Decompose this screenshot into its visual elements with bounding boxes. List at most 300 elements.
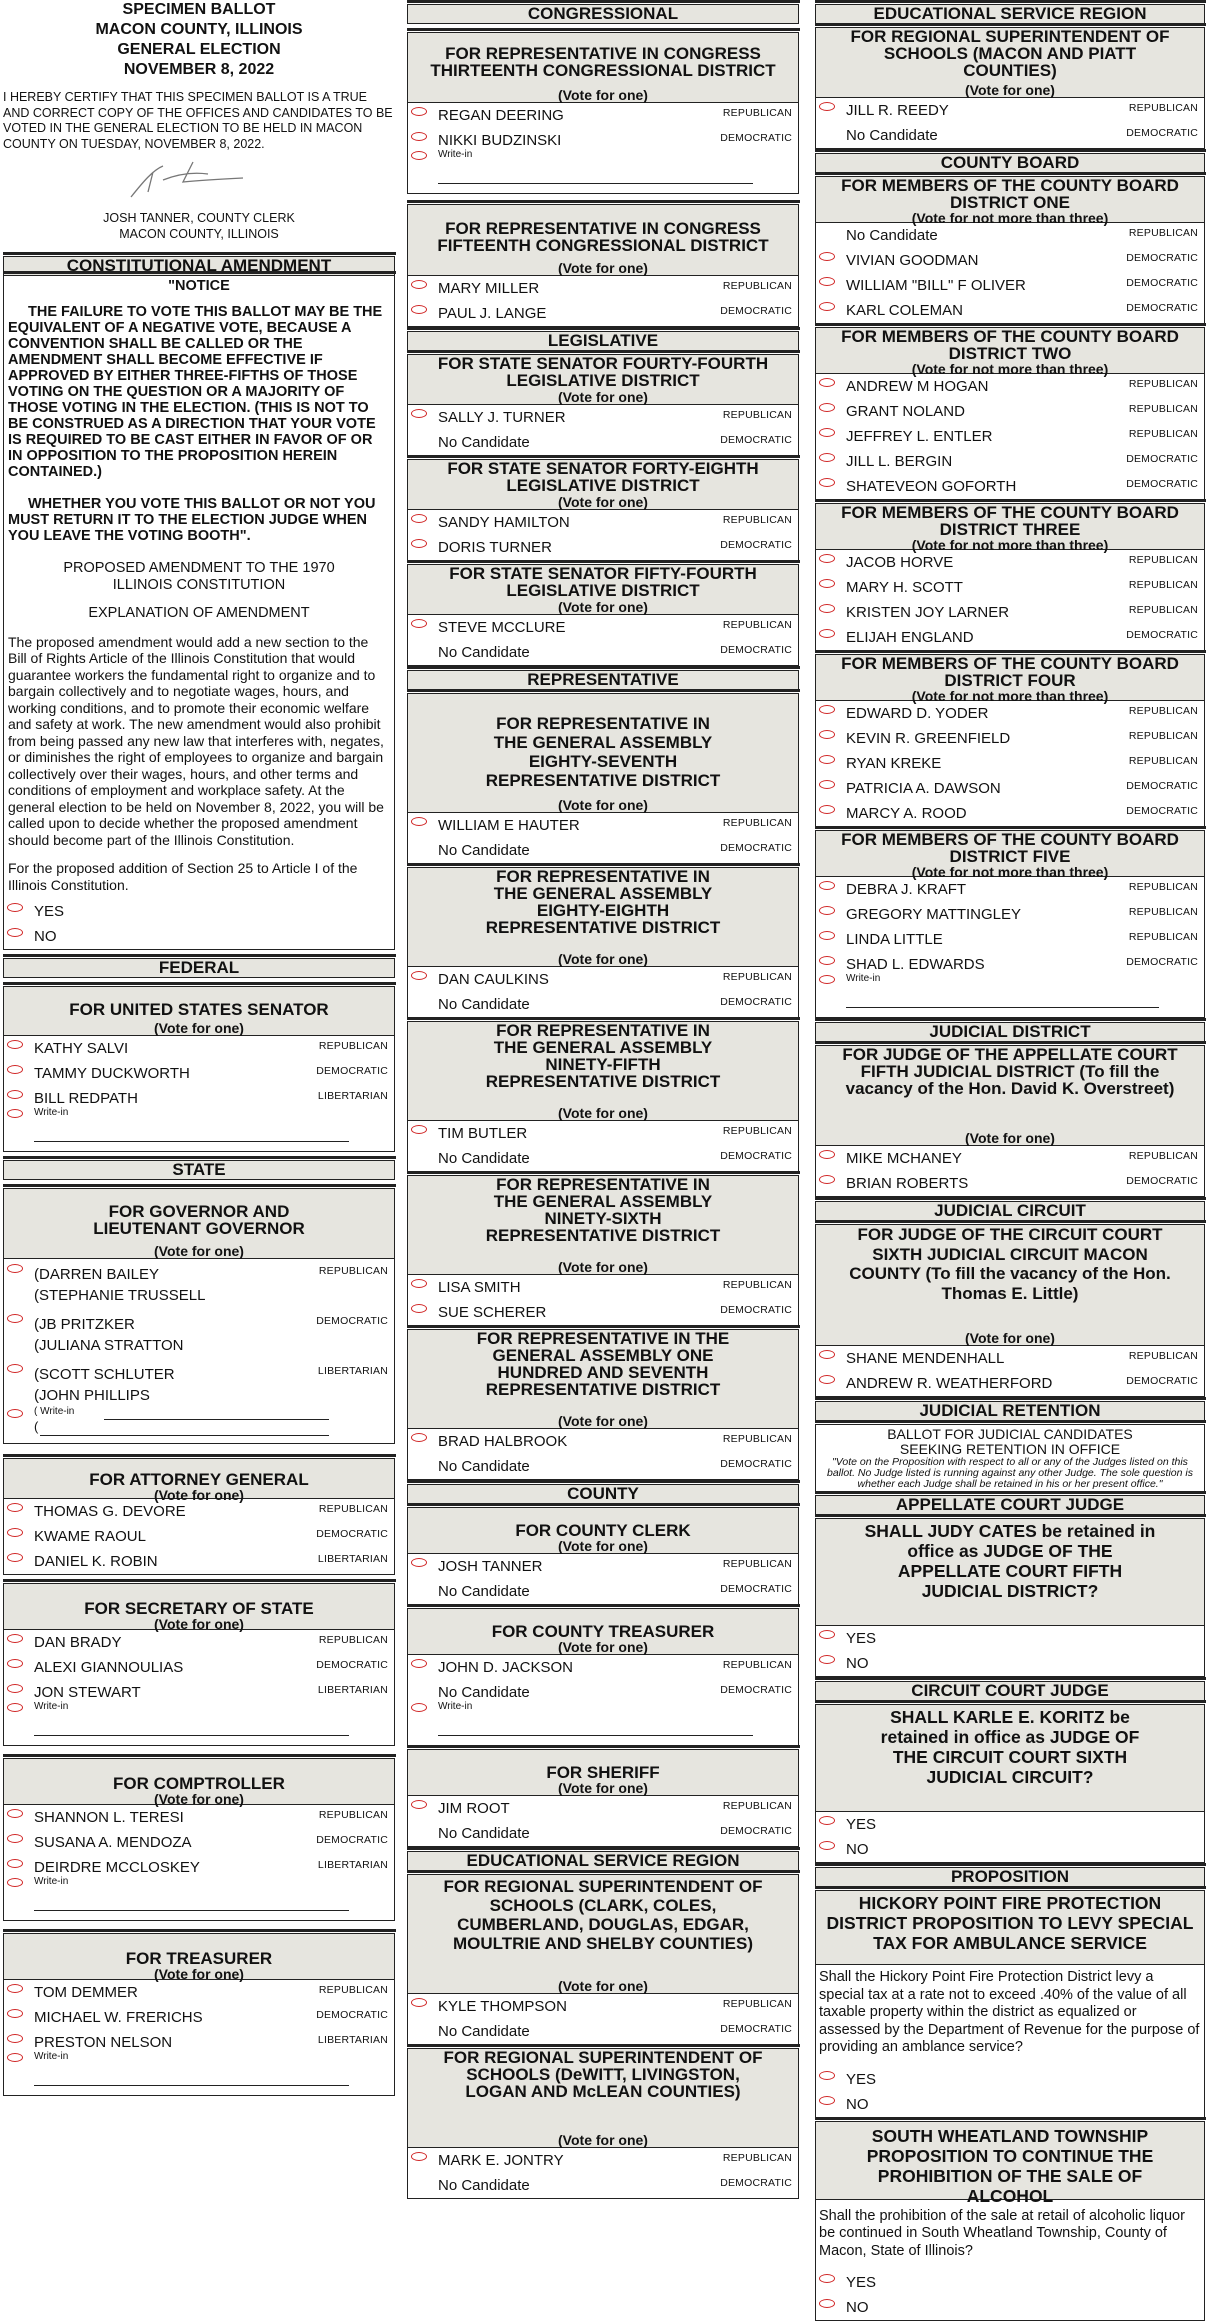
write-in-line — [34, 1910, 349, 1911]
vote-oval[interactable] — [819, 931, 835, 940]
candidate-name: JON STEWART — [34, 1686, 141, 1700]
party-label: REPUBLICAN — [723, 514, 792, 526]
candidate-option[interactable] — [816, 801, 1204, 826]
party-label: DEMOCRATIC — [720, 644, 792, 656]
vote-oval[interactable] — [819, 2299, 835, 2308]
party-label: DEMOCRATIC — [316, 1528, 388, 1540]
party-label: DEMOCRATIC — [720, 1825, 792, 1837]
write-in[interactable] — [408, 1705, 798, 1745]
party-label: REPUBLICAN — [723, 817, 792, 829]
race-congress-15 — [407, 204, 799, 327]
vote-oval[interactable] — [819, 403, 835, 412]
vote-oval[interactable] — [7, 1409, 23, 1418]
section-state: STATE — [3, 1160, 395, 1180]
party-label: LIBERTARIAN — [318, 1684, 388, 1696]
candidate-option[interactable] — [4, 1980, 394, 2005]
vote-oval[interactable] — [819, 805, 835, 814]
vote-oval[interactable] — [819, 906, 835, 915]
vote-oval[interactable] — [819, 428, 835, 437]
vote-instruction: (Vote for one) — [4, 1967, 394, 1981]
vote-oval[interactable] — [819, 975, 835, 984]
vote-oval[interactable] — [411, 1558, 427, 1567]
candidate-option[interactable] — [4, 1830, 394, 1855]
race-header — [408, 355, 798, 405]
section-circuit-court-judge: CIRCUIT COURT JUDGE — [815, 1681, 1205, 1701]
vote-oval[interactable] — [819, 1150, 835, 1159]
vote-oval[interactable] — [819, 2071, 835, 2080]
race-header — [816, 504, 1204, 550]
party-label: REPUBLICAN — [723, 1125, 792, 1137]
candidate-name: SALLY J. TURNER — [438, 411, 566, 425]
race-county-clerk — [407, 1507, 799, 1605]
candidate-option[interactable] — [816, 424, 1204, 449]
race-congress-13 — [407, 32, 799, 194]
candidate-option[interactable] — [816, 625, 1204, 650]
vote-oval[interactable] — [7, 1503, 23, 1512]
vote-oval[interactable] — [7, 1703, 23, 1712]
write-in-line — [34, 1735, 349, 1736]
candidate-option[interactable] — [4, 1630, 394, 1655]
vote-oval[interactable] — [7, 1809, 23, 1818]
candidate-option[interactable] — [816, 1346, 1204, 1371]
text: "NOTICE — [8, 278, 390, 294]
vote-instruction: (Vote for not more than three) — [836, 865, 1184, 879]
vote-instruction: (Vote for not more than three) — [836, 211, 1184, 225]
ballot-date: NOVEMBER 8, 2022 — [3, 60, 395, 80]
candidate-option[interactable] — [816, 726, 1204, 751]
vote-oval[interactable] — [819, 1655, 835, 1664]
candidate-option[interactable] — [408, 1655, 798, 1680]
vote-instruction: (Vote for one) — [438, 1979, 768, 1993]
race-title: FOR ATTORNEY GENERAL — [4, 1471, 394, 1488]
text: "Vote on the Proposition with respect to all or any of the Judges listed on this ballot. No Judge listed is running against any other Judge. The sole question is whether each Judge shall be retained in his or her present office." — [820, 1457, 1200, 1490]
vote-oval[interactable] — [7, 1684, 23, 1693]
candidate-option[interactable] — [816, 600, 1204, 625]
candidate-name: DORIS TURNER — [438, 541, 552, 555]
race-header — [816, 177, 1204, 223]
race-title: FOR JUDGE OF THE CIRCUIT COURT SIXTH JUDICIAL CIRCUIT MACON COUNTY (To fill the vacancy of the Hon. Thomas E. Little) — [846, 1225, 1174, 1303]
race-county-treasurer — [407, 1608, 799, 1746]
vote-oval[interactable] — [7, 1528, 23, 1537]
candidate-option[interactable] — [816, 902, 1204, 927]
write-in[interactable] — [4, 2055, 394, 2095]
vote-oval[interactable] — [7, 1859, 23, 1868]
vote-instruction: (Vote for one) — [468, 1414, 738, 1428]
retention-cates — [815, 1518, 1205, 1677]
vote-oval[interactable] — [411, 619, 427, 628]
candidate-name: LISA SMITH — [438, 1281, 521, 1295]
race-header — [408, 1176, 798, 1275]
candidate-option[interactable] — [816, 575, 1204, 600]
party-label: DEMOCRATIC — [1126, 277, 1198, 289]
candidate-option[interactable] — [816, 1371, 1204, 1396]
candidate-option[interactable] — [816, 248, 1204, 273]
race-header — [408, 565, 798, 615]
certification-text: I HEREBY CERTIFY THAT THIS SPECIMEN BALLOT IS A TRUE AND CORRECT COPY OF THE OFFICES AND CANDIDATES TO BE VOTED IN THE GENERAL ELECTION TO BE HELD IN MACON COUNTY ON TUESDAY, NOVEMBER 8, 2022. — [3, 90, 395, 152]
retention-info — [815, 1424, 1205, 1493]
text: WHETHER YOU VOTE THIS BALLOT OR NOT YOU MUST RETURN IT TO THE ELECTION JUDGE WHEN YOU LEAVE THE VOTING BOOTH". — [8, 496, 390, 544]
party-label: REPUBLICAN — [1129, 931, 1198, 943]
vote-oval[interactable] — [7, 1090, 23, 1099]
race-county-board-1 — [815, 176, 1205, 324]
vote-oval[interactable] — [411, 409, 427, 418]
vote-oval[interactable] — [819, 1375, 835, 1384]
race-rep-96 — [407, 1175, 799, 1326]
race-title: FOR REPRESENTATIVE IN CONGRESS THIRTEENTH CONGRESSIONAL DISTRICT — [428, 45, 778, 79]
party-label: REPUBLICAN — [319, 1503, 388, 1515]
candidate-name: VIVIAN GOODMAN — [846, 254, 979, 268]
candidate-option[interactable] — [4, 1499, 394, 1524]
candidate-option[interactable] — [816, 2092, 1204, 2117]
vote-oval[interactable] — [411, 1703, 427, 1712]
vote-oval[interactable] — [411, 305, 427, 314]
ballot-header — [3, 0, 395, 80]
vote-oval[interactable] — [7, 1634, 23, 1643]
candidate-name: DANIEL K. ROBIN — [34, 1555, 158, 1569]
candidate-option[interactable] — [816, 374, 1204, 399]
text: The proposed amendment would add a new section to the Bill of Rights Article of the Illinois Constitution that would guarantee workers the fundamental right to organize and to bargain collectively and to negotiate wages, hours, and working conditions, and to promote their economic welfare and safety at work. The new amendment would also prohibit from being passed any new law that interferes with, negates, or diminishes the right of employees to organize and bargain collectively over their wages, hours, and other terms and conditions of employment and workplace safety. At the general election to be held on November 8, 2022, you will be called upon to decide whether the proposed amendment should become part of the Illinois Constitution. — [8, 634, 390, 849]
race-title: FOR STATE SENATOR FOURTY-FOURTH LEGISLATIVE DISTRICT — [428, 355, 778, 389]
candidate-name: MARK E. JONTRY — [438, 2154, 564, 2168]
race-header — [408, 694, 798, 813]
write-in-label: Write-in — [34, 1876, 68, 1887]
party-label: REPUBLICAN — [723, 280, 792, 292]
candidate-name: ANDREW R. WEATHERFORD — [846, 1377, 1052, 1391]
text: SHALL JUDY CATES be retained in office as JUDGE OF THE APPELLATE COURT FIFTH JUDICIAL DISTRICT? — [856, 1521, 1164, 1601]
race-title: FOR MEMBERS OF THE COUNTY BOARD DISTRICT TWO — [836, 328, 1184, 362]
candidate-option[interactable] — [408, 1275, 798, 1300]
vote-oval[interactable] — [7, 1984, 23, 1993]
party-label: DEMOCRATIC — [316, 1659, 388, 1671]
candidate-name: RYAN KREKE — [846, 757, 941, 771]
candidate-option[interactable] — [4, 1805, 394, 1830]
candidate-option[interactable] — [816, 1626, 1204, 1651]
vote-oval[interactable] — [819, 453, 835, 462]
section-proposition: PROPOSITION — [815, 1867, 1205, 1887]
candidate-option[interactable] — [816, 399, 1204, 424]
candidate-name: REGAN DEERING — [438, 109, 564, 123]
candidate-option[interactable] — [408, 2148, 798, 2173]
vote-oval[interactable] — [411, 1433, 427, 1442]
party-label: REPUBLICAN — [1129, 755, 1198, 767]
amendment-no-option[interactable] — [4, 924, 394, 949]
candidate-option[interactable] — [4, 2005, 394, 2030]
candidate-option[interactable] — [816, 550, 1204, 575]
candidate-name: YES — [846, 1632, 876, 1646]
candidate-option[interactable] — [816, 98, 1204, 123]
race-title: FOR COUNTY CLERK — [408, 1522, 798, 1539]
vote-instruction: (Vote for one) — [428, 600, 778, 614]
candidate-name: No Candidate — [438, 2179, 530, 2193]
vote-oval[interactable] — [819, 956, 835, 965]
vote-oval[interactable] — [411, 514, 427, 523]
retention-koritz — [815, 1704, 1205, 1863]
candidate-name: KATHY SALVI — [34, 1042, 128, 1056]
party-label: REPUBLICAN — [723, 971, 792, 983]
section-representative: REPRESENTATIVE — [407, 670, 799, 690]
vote-oval[interactable] — [819, 2274, 835, 2283]
candidate-option[interactable] — [408, 1121, 798, 1146]
vote-oval[interactable] — [7, 2034, 23, 2043]
candidate-option[interactable] — [816, 449, 1204, 474]
vote-oval[interactable] — [411, 1659, 427, 1668]
candidate-name: MARY MILLER — [438, 282, 539, 296]
vote-oval[interactable] — [411, 1304, 427, 1313]
candidate-option[interactable] — [408, 967, 798, 992]
vote-oval[interactable] — [7, 1314, 23, 1323]
vote-oval[interactable] — [819, 604, 835, 613]
candidate-name: BILL REDPATH — [34, 1092, 138, 1106]
vote-instruction: (Vote for one) — [438, 2133, 768, 2147]
vote-oval[interactable] — [819, 1630, 835, 1639]
vote-oval[interactable] — [819, 378, 835, 387]
party-label: REPUBLICAN — [723, 1998, 792, 2010]
vote-oval[interactable] — [819, 579, 835, 588]
race-sheriff — [407, 1749, 799, 1847]
vote-oval[interactable] — [411, 1998, 427, 2007]
vote-oval[interactable] — [819, 780, 835, 789]
party-label: DEMOCRATIC — [1126, 252, 1198, 264]
race-header — [408, 33, 798, 103]
race-title: FOR STATE SENATOR FORTY-EIGHTH LEGISLATIVE DISTRICT — [428, 460, 778, 494]
candidate-name: THOMAS G. DEVORE — [34, 1505, 186, 1519]
candidate-option — [816, 123, 1204, 148]
text: HICKORY POINT FIRE PROTECTION DISTRICT PROPOSITION TO LEVY SPECIAL TAX FOR AMBULANCE SERVICE — [820, 1893, 1200, 1953]
write-in[interactable] — [4, 1111, 394, 1151]
candidate-option[interactable] — [816, 1171, 1204, 1196]
candidate-option[interactable] — [408, 276, 798, 301]
candidate-option[interactable] — [4, 1524, 394, 1549]
vote-oval[interactable] — [819, 277, 835, 286]
party-label: DEMOCRATIC — [720, 1150, 792, 1162]
candidate-option[interactable] — [408, 103, 798, 128]
vote-oval[interactable] — [411, 1125, 427, 1134]
candidate-name: KEVIN R. GREENFIELD — [846, 732, 1010, 746]
candidate-name: No Candidate — [438, 1152, 530, 1166]
candidate-option[interactable] — [816, 1146, 1204, 1171]
vote-oval[interactable] — [819, 2096, 835, 2105]
amendment-yes-option[interactable] — [4, 899, 394, 924]
vote-oval[interactable] — [7, 903, 23, 912]
candidate-option[interactable] — [816, 273, 1204, 298]
vote-oval[interactable] — [411, 132, 427, 141]
proposition-fire — [815, 1890, 1205, 2118]
candidate-option[interactable] — [816, 877, 1204, 902]
vote-oval[interactable] — [7, 1109, 23, 1118]
vote-oval[interactable] — [819, 302, 835, 311]
vote-oval[interactable] — [819, 705, 835, 714]
race-header — [408, 868, 798, 967]
write-in-label: Write-in — [438, 1701, 472, 1712]
candidate-option[interactable] — [408, 405, 798, 430]
vote-oval[interactable] — [819, 1816, 835, 1825]
race-title: FOR REGIONAL SUPERINTENDENT OF SCHOOLS (CLARK, COLES, CUMBERLAND, DOUGLAS, EDGAR, MOULTRIE AND SHELBY COUNTIES) — [438, 1877, 768, 1953]
candidate-option[interactable] — [4, 1036, 394, 1061]
party-label: LIBERTARIAN — [318, 1090, 388, 1102]
vote-oval[interactable] — [7, 928, 23, 937]
race-circuit-judge — [815, 1224, 1205, 1397]
vote-oval[interactable] — [819, 629, 835, 638]
candidate-option[interactable] — [816, 298, 1204, 323]
candidate-name: YES — [846, 2073, 876, 2087]
race-rep-95 — [407, 1021, 799, 1172]
write-in[interactable] — [4, 1880, 394, 1920]
proposition-text: Shall the prohibition of the sale at retail of alcoholic liquor be continued in South Wheatland Township, County of Macon, State of Illinois? — [816, 2200, 1204, 2271]
vote-oval[interactable] — [819, 252, 835, 261]
vote-oval[interactable] — [7, 1553, 23, 1562]
vote-oval[interactable] — [411, 107, 427, 116]
candidate-name: SUE SCHERER — [438, 1306, 546, 1320]
ballot-title: SPECIMEN BALLOT — [3, 0, 395, 20]
race-header — [408, 1022, 798, 1121]
proposition-text: Shall the Hickory Point Fire Protection District levy a special tax at a rate not to exceed .40% of the value of all taxable property within the district as equalized or assessed by the Department of Revenue for the purpose of providing an amblance service? — [816, 1965, 1204, 2067]
write-in-label: Write-in — [34, 1107, 68, 1118]
candidate-option[interactable] — [816, 474, 1204, 499]
candidate-name: WILLIAM "BILL" F OLIVER — [846, 279, 1026, 293]
race-header — [408, 1330, 798, 1429]
race-governor: FOR GOVERNOR AND LIEUTENANT GOVERNOR (Vote for one) (DARREN BAILEY (STEPHANIE TRUSSELL REPUBLICAN (JB PRITZKER (JULIANA STRATTON DEMOCRATIC (SCOTT SCHLUTER (JOHN PHILLIPS LIBERTARIAN ( Write-in ( — [3, 1188, 395, 1444]
vote-oval[interactable] — [411, 539, 427, 548]
vote-oval[interactable] — [7, 2053, 23, 2062]
section-esr: EDUCATIONAL SERVICE REGION — [407, 1851, 799, 1871]
write-in[interactable]: ( Write-in ( — [4, 1403, 394, 1443]
candidate-name: MARY H. SCOTT — [846, 581, 963, 595]
candidate-option — [408, 992, 798, 1017]
candidate-name: JEFFREY L. ENTLER — [846, 430, 992, 444]
vote-oval[interactable] — [411, 971, 427, 980]
vote-oval[interactable] — [7, 1040, 23, 1049]
candidate-option — [408, 2173, 798, 2198]
candidate-name: MARCY A. ROOD — [846, 807, 967, 821]
candidate-option[interactable] — [4, 1549, 394, 1574]
candidate-option[interactable] — [816, 1837, 1204, 1862]
write-in[interactable] — [816, 977, 1204, 1017]
candidate-option[interactable] — [408, 535, 798, 560]
vote-oval[interactable] — [819, 1350, 835, 1359]
vote-instruction: (Vote for one) — [478, 1106, 728, 1120]
vote-oval[interactable] — [7, 1264, 23, 1273]
race-title: FOR REPRESENTATIVE IN THE GENERAL ASSEMBLY NINETY-FIFTH REPRESENTATIVE DISTRICT — [478, 1022, 728, 1090]
race-title: FOR REGIONAL SUPERINTENDENT OF SCHOOLS (MACON AND PIATT COUNTIES) — [846, 28, 1174, 79]
candidate-option[interactable] — [4, 1655, 394, 1680]
party-label: REPUBLICAN — [1129, 428, 1198, 440]
race-title: FOR MEMBERS OF THE COUNTY BOARD DISTRICT FOUR — [836, 655, 1184, 689]
vote-oval[interactable] — [7, 1364, 23, 1373]
vote-oval[interactable] — [7, 2009, 23, 2018]
vote-oval[interactable] — [7, 1659, 23, 1668]
candidate-name: No Candidate — [438, 998, 530, 1012]
candidate-name: SANDY HAMILTON — [438, 516, 570, 530]
vote-oval[interactable] — [819, 1175, 835, 1184]
vote-oval[interactable] — [411, 280, 427, 289]
candidate-option[interactable] — [408, 510, 798, 535]
vote-oval[interactable] — [411, 2152, 427, 2161]
candidate-name: KRISTEN JOY LARNER — [846, 606, 1009, 620]
candidate-option[interactable] — [816, 776, 1204, 801]
race-secretary-of-state — [3, 1583, 395, 1746]
candidate-option[interactable] — [816, 2295, 1204, 2320]
vote-oval[interactable] — [7, 1834, 23, 1843]
vote-instruction: (Vote for one) — [428, 88, 778, 102]
text: PROPOSED AMENDMENT TO THE 1970 ILLINOIS CONSTITUTION — [8, 560, 390, 594]
candidate-option[interactable] — [408, 1796, 798, 1821]
party-label: DEMOCRATIC — [1126, 629, 1198, 641]
party-label: REPUBLICAN — [723, 1279, 792, 1291]
candidate-option[interactable] — [408, 1554, 798, 1579]
text: SOUTH WHEATLAND TOWNSHIP PROPOSITION TO CONTINUE THE PROHIBITION OF THE SALE OF ALCOHOL — [836, 2126, 1184, 2206]
party-label: DEMOCRATIC — [1126, 302, 1198, 314]
candidate-name: JILL L. BERGIN — [846, 455, 952, 469]
candidate-option — [816, 223, 1204, 248]
write-in[interactable] — [4, 1705, 394, 1745]
candidate-option[interactable] — [816, 701, 1204, 726]
write-in[interactable] — [408, 153, 798, 193]
candidate-option — [408, 2019, 798, 2044]
candidate-option[interactable] — [408, 301, 798, 326]
candidate-option[interactable] — [408, 1300, 798, 1325]
section-congressional: CONGRESSIONAL — [407, 4, 799, 24]
candidate-option[interactable] — [816, 1651, 1204, 1676]
write-in-label: Write-in — [438, 149, 472, 160]
vote-instruction: (Vote for one) — [4, 1792, 394, 1806]
candidate-option[interactable] — [408, 1429, 798, 1454]
candidate-name: No Candidate — [438, 436, 530, 450]
vote-oval[interactable] — [819, 730, 835, 739]
race-rep-88 — [407, 867, 799, 1018]
vote-oval[interactable] — [819, 755, 835, 764]
candidate-option[interactable] — [816, 927, 1204, 952]
race-header — [408, 1875, 798, 1994]
race-title: FOR STATE SENATOR FIFTY-FOURTH LEGISLATIVE DISTRICT — [428, 565, 778, 599]
candidate-option[interactable] — [816, 751, 1204, 776]
vote-oval[interactable] — [411, 1279, 427, 1288]
candidate-name: GREGORY MATTINGLEY — [846, 908, 1021, 922]
race-comptroller — [3, 1758, 395, 1921]
candidate-option[interactable] — [4, 1061, 394, 1086]
write-in-label: Write-in — [34, 1701, 68, 1712]
race-title: FOR REPRESENTATIVE IN CONGRESS FIFTEENTH CONGRESSIONAL DISTRICT — [428, 220, 778, 254]
candidate-option[interactable] — [816, 2067, 1204, 2092]
vote-instruction: (Vote for one) — [478, 798, 728, 812]
vote-oval[interactable] — [7, 1065, 23, 1074]
vote-oval[interactable] — [411, 1800, 427, 1809]
party-label: DEMOCRATIC — [316, 2009, 388, 2021]
candidate-option[interactable] — [408, 813, 798, 838]
vote-oval[interactable] — [411, 151, 427, 160]
vote-oval[interactable] — [411, 817, 427, 826]
vote-oval[interactable] — [819, 1841, 835, 1850]
party-label: REPUBLICAN — [1129, 378, 1198, 390]
party-label: REPUBLICAN — [723, 1433, 792, 1445]
party-label: DEMOCRATIC — [720, 1304, 792, 1316]
vote-oval[interactable] — [7, 1878, 23, 1887]
party-label: REPUBLICAN — [723, 1659, 792, 1671]
candidate-option[interactable] — [408, 615, 798, 640]
candidate-option[interactable] — [816, 2270, 1204, 2295]
party-label: REPUBLICAN — [723, 1800, 792, 1812]
vote-oval[interactable] — [819, 554, 835, 563]
race-title: FOR MEMBERS OF THE COUNTY BOARD DISTRICT FIVE — [836, 831, 1184, 865]
party-label: REPUBLICAN — [1129, 730, 1198, 742]
vote-instruction: (Vote for one) — [846, 83, 1174, 97]
vote-instruction: (Vote for one) — [428, 261, 778, 275]
vote-oval[interactable] — [819, 881, 835, 890]
candidate-option[interactable] — [408, 1994, 798, 2019]
vote-oval[interactable] — [819, 102, 835, 111]
vote-oval[interactable] — [819, 478, 835, 487]
race-header — [408, 1750, 798, 1796]
candidate-option[interactable] — [816, 1812, 1204, 1837]
